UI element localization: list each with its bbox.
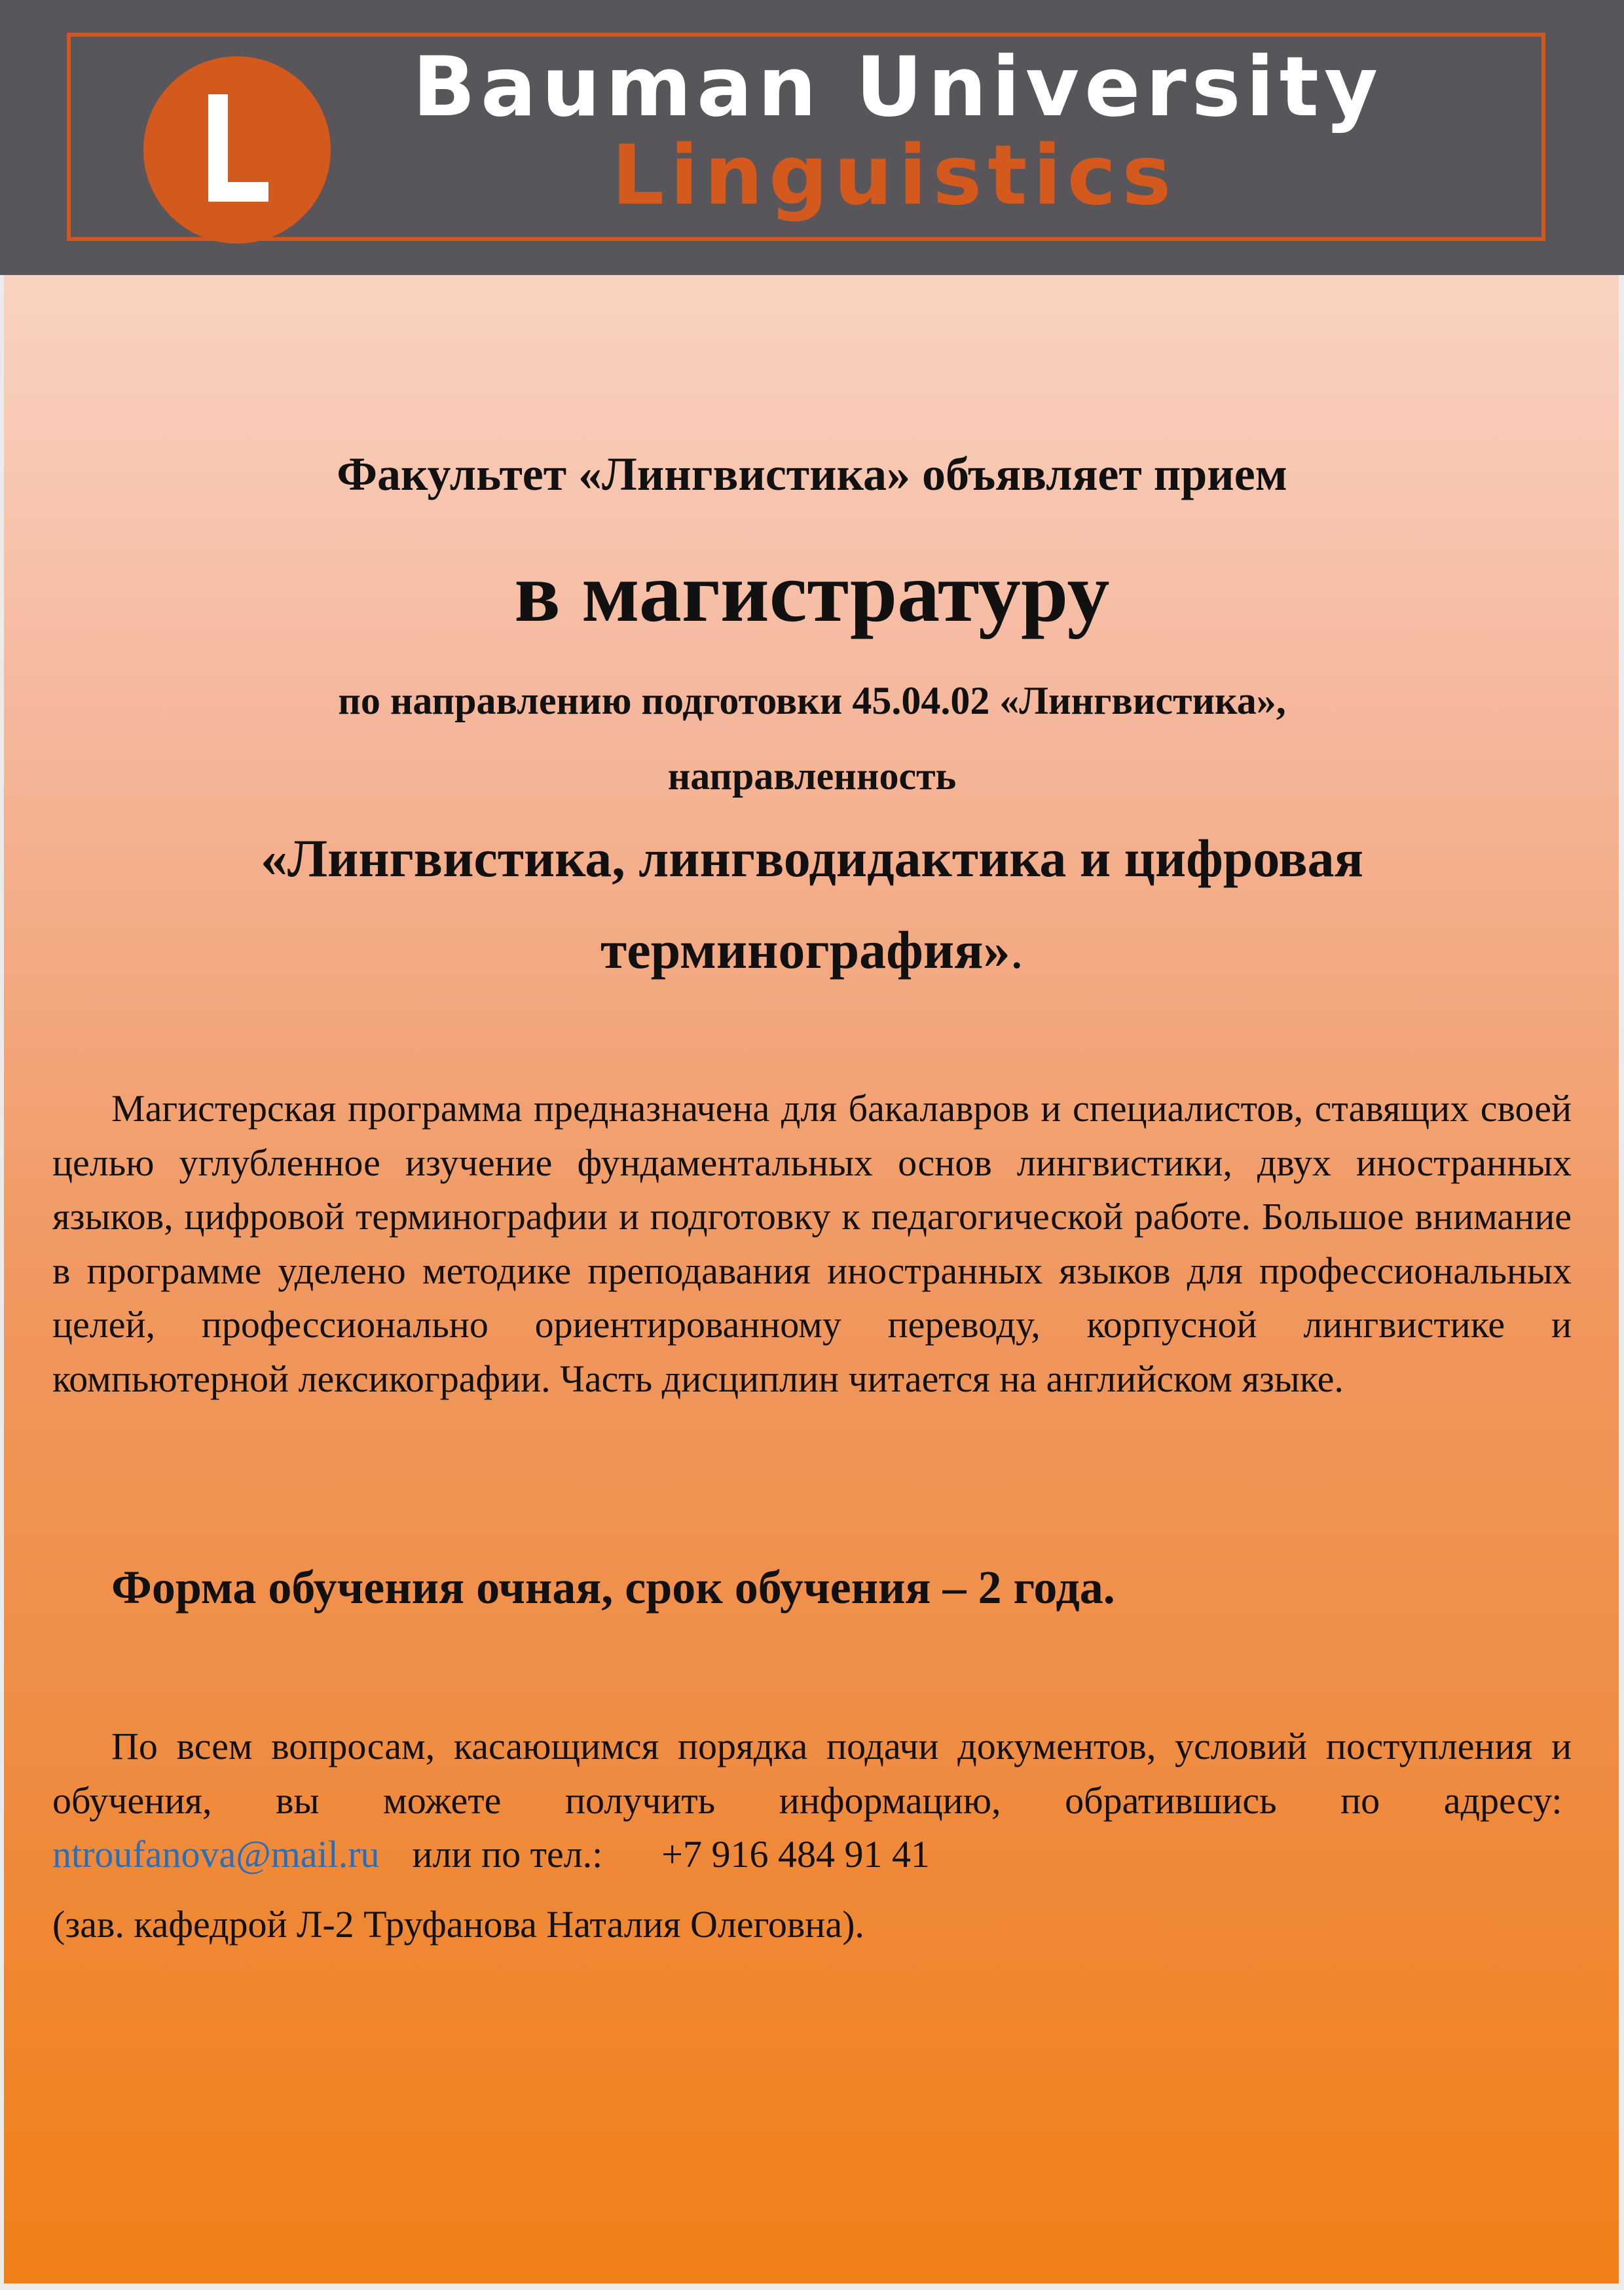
email-link[interactable]: ntroufanova@mail.ru: [52, 1833, 380, 1875]
phone-number: +7 916 484 91 41: [661, 1833, 930, 1875]
brand-subtitle: Linguistics: [612, 127, 1177, 223]
announcement-intro: Факультет «Лингвистика» объявляет прием: [337, 448, 1287, 500]
program-name-line2-text: терминография»: [600, 920, 1010, 980]
logo-letter-l-icon: [143, 56, 331, 244]
brand-name: Bauman University: [413, 39, 1384, 135]
announcement-focus-label: направленность: [667, 754, 957, 798]
announcement-direction: по направлению подготовки 45.04.02 «Лингвистика»,: [338, 679, 1286, 722]
header-banner: [0, 0, 1624, 275]
contact-person: (зав. кафедрой Л-2 Труфанова Наталия Олеговна).: [52, 1903, 864, 1946]
program-name-line1: «Лингвистика, лингводидактика и цифровая: [260, 828, 1364, 888]
study-form: Форма обучения очная, срок обучения – 2 года.: [111, 1561, 1115, 1614]
logo: [143, 56, 331, 244]
announcement-headline: в магистратуру: [514, 545, 1110, 640]
program-description: Магистерская программа предназначена для бакалавров и специалистов, ставящих своей целью углубленное изучение фундаментальных основ лингвистики, двух иностранных языков, цифровой терминографии и подготовку к педагогической работе. Большое внимание в программе уделено методике преподавания иностранных языков для профессиональных целей, профессионально ориентированному переводу, корпусной лингвистике и компьютерной лексикографии. Часть дисциплин читается на английском языке.: [52, 1087, 1572, 1400]
program-name-end: .: [1010, 920, 1024, 980]
program-name-line2: [0, 920, 1624, 980]
phone-label: или по тел.:: [412, 1833, 603, 1875]
contacts-paragraph: [52, 1720, 1572, 1882]
contacts-text: По всем вопросам, касающимся порядка подачи документов, условий поступления и обучения, вы можете получить информацию, обратившись по адресу:: [52, 1725, 1572, 1822]
